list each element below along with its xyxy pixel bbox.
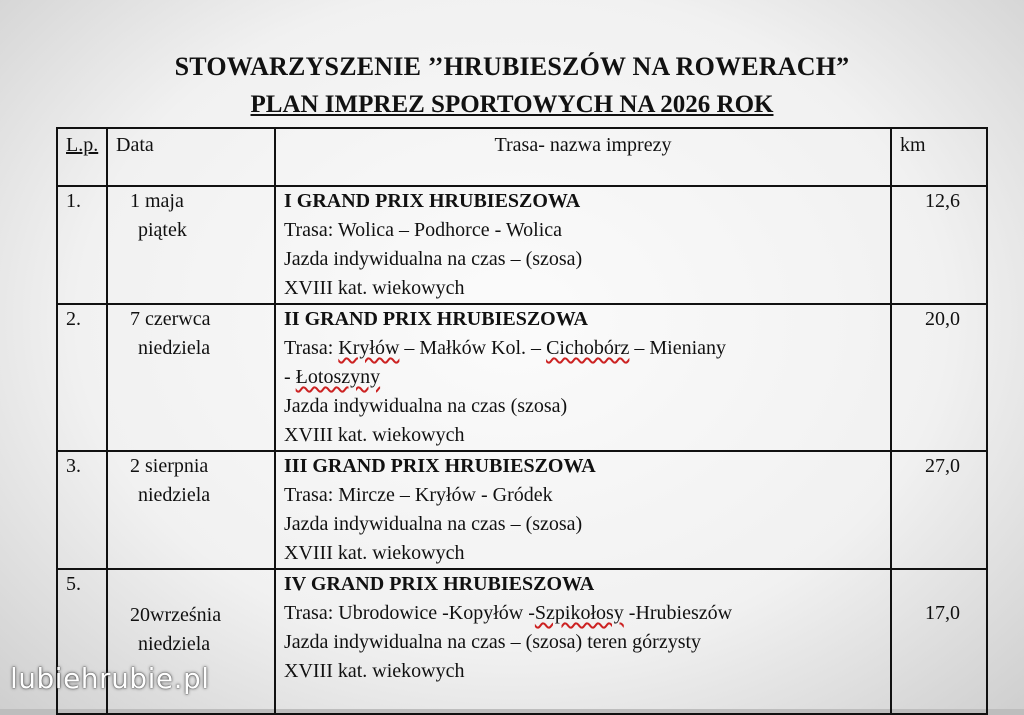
row-km: 17,0 — [891, 569, 987, 714]
row-date: 1 maja piątek — [107, 186, 275, 304]
table-row — [57, 304, 987, 451]
col-header-date: Data — [107, 128, 275, 186]
row-route: II GRAND PRIX HRUBIESZOWA Trasa: Kryłów – Małków Kol. – Cichobórz – Mieniany - Łotoszyny Jazda indywidualna na czas (szosa) XVIII kat. wiekowych — [275, 304, 891, 451]
plan-title: PLAN IMPREZ SPORTOWYCH NA 2026 ROK — [250, 91, 774, 118]
association-title: STOWARZYSZENIE ’’HRUBIESZÓW NA ROWERACH” — [174, 52, 850, 81]
row-lp: 5. — [57, 569, 107, 714]
row-date: 7 czerwca niedziela — [107, 304, 275, 451]
row-lp: 1. — [57, 186, 107, 304]
col-header-km: km — [891, 128, 987, 186]
row-km: 12,6 — [891, 186, 987, 304]
row-lp: 3. — [57, 451, 107, 569]
row-route: IV GRAND PRIX HRUBIESZOWA Trasa: Ubrodowice -Kopyłów -Szpikołosy -Hrubieszów Jazda indywidualna na czas – (szosa) teren górzysty XVIII kat. wiekowych — [275, 569, 891, 714]
table-header-row — [57, 128, 987, 186]
table-row — [57, 186, 987, 304]
col-header-route: Trasa- nazwa imprezy — [275, 128, 891, 186]
row-route: III GRAND PRIX HRUBIESZOWA Trasa: Mircze – Kryłów - Gródek Jazda indywidualna na czas – (szosa) XVIII kat. wiekowych — [275, 451, 891, 569]
row-date: 2 sierpnia niedziela — [107, 451, 275, 569]
row-lp: 2. — [57, 304, 107, 451]
col-header-lp: L.p. — [57, 128, 107, 186]
row-km: 20,0 — [891, 304, 987, 451]
row-km: 27,0 — [891, 451, 987, 569]
site-watermark: lubiehrubie.pl — [10, 662, 210, 695]
table-row — [57, 451, 987, 569]
events-table — [56, 127, 988, 715]
row-date: 20września niedziela — [107, 569, 275, 714]
row-route: I GRAND PRIX HRUBIESZOWA Trasa: Wolica – Podhorce - Wolica Jazda indywidualna na czas – (szosa) XVIII kat. wiekowych — [275, 186, 891, 304]
